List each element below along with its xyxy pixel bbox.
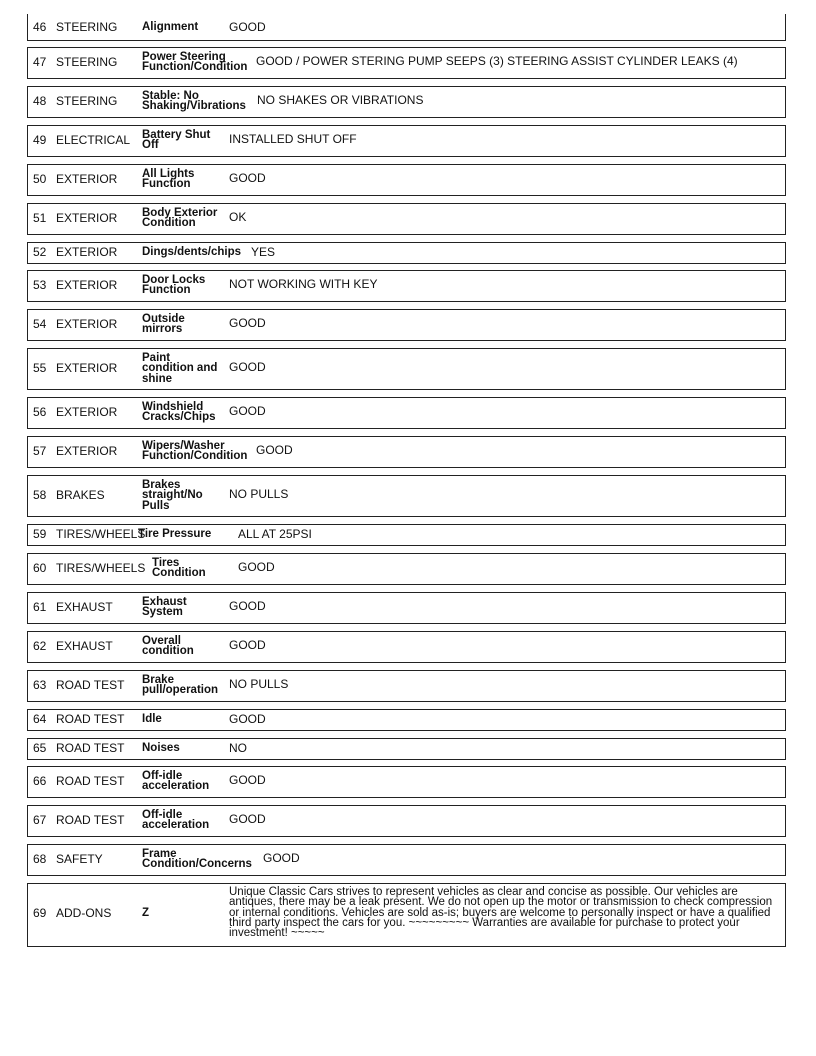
row-category: TIRES/WHEELS bbox=[56, 561, 146, 575]
row-item: Dings/dents/chips bbox=[142, 246, 242, 258]
table-row bbox=[27, 670, 786, 702]
row-number: 49 bbox=[33, 133, 47, 147]
row-category: ROAD TEST bbox=[56, 678, 125, 692]
row-item: Z bbox=[142, 907, 150, 919]
row-value: GOOD bbox=[229, 638, 266, 652]
table-row bbox=[27, 125, 786, 157]
row-value: NO PULLS bbox=[229, 677, 289, 691]
row-item: All Lights Function bbox=[142, 168, 195, 191]
row-item: Brakes straight/No Pulls bbox=[142, 479, 203, 512]
row-value: NO PULLS bbox=[229, 487, 289, 501]
row-category: EXTERIOR bbox=[56, 317, 118, 331]
row-item: Tires Condition bbox=[152, 557, 206, 580]
row-category: STEERING bbox=[56, 20, 118, 34]
row-category: EXHAUST bbox=[56, 600, 113, 614]
row-number: 63 bbox=[33, 678, 47, 692]
row-category: ADD-ONS bbox=[56, 906, 112, 920]
table-row bbox=[27, 47, 786, 79]
table-row bbox=[27, 709, 786, 731]
row-number: 55 bbox=[33, 361, 47, 375]
table-row bbox=[27, 242, 786, 264]
table-row bbox=[27, 436, 786, 468]
row-category: EXTERIOR bbox=[56, 278, 118, 292]
row-category: STEERING bbox=[56, 55, 118, 69]
row-item: Stable: No Shaking/Vibrations bbox=[142, 90, 246, 113]
row-value: GOOD / POWER STERING PUMP SEEPS (3) STEERING ASSIST CYLINDER LEAKS (4) bbox=[256, 54, 738, 68]
table-row bbox=[27, 631, 786, 663]
row-category: STEERING bbox=[56, 94, 118, 108]
row-value: GOOD bbox=[256, 443, 293, 457]
row-item: Body Exterior Condition bbox=[142, 207, 218, 230]
disclaimer-text: Unique Classic Cars strives to represent vehicles as clear and concise as possible. Our vehicles are antiques, there may be a leak present. We do not open up the motor or transmission to check compression or internal conditions. Vehicles are sold as-is; buyers are welcome to personally inspect or have a qualified third party inspect the cars for you. ~~~~~~~~~ Warranties are available for purchase to protect your investment! ~~~~~ bbox=[229, 886, 773, 940]
row-value: GOOD bbox=[229, 20, 266, 34]
row-value: ALL AT 25PSI bbox=[238, 527, 312, 541]
row-value: INSTALLED SHUT OFF bbox=[229, 132, 357, 146]
row-value: GOOD bbox=[229, 404, 266, 418]
row-category: ROAD TEST bbox=[56, 774, 125, 788]
row-value: GOOD bbox=[229, 316, 266, 330]
table-row bbox=[27, 86, 786, 118]
row-category: ROAD TEST bbox=[56, 741, 125, 755]
table-row bbox=[27, 883, 786, 947]
row-number: 68 bbox=[33, 852, 47, 866]
row-item: Idle bbox=[142, 713, 162, 725]
row-item: Frame Condition/Concerns bbox=[142, 848, 252, 871]
row-value: GOOD bbox=[229, 712, 266, 726]
row-number: 57 bbox=[33, 444, 47, 458]
row-value: OK bbox=[229, 210, 247, 224]
row-number: 62 bbox=[33, 639, 47, 653]
row-number: 52 bbox=[33, 245, 47, 259]
row-item: Tire Pressure bbox=[138, 528, 212, 540]
table-row bbox=[27, 397, 786, 429]
row-value: GOOD bbox=[229, 812, 266, 826]
row-number: 50 bbox=[33, 172, 47, 186]
row-value: GOOD bbox=[229, 773, 266, 787]
table-row bbox=[27, 738, 786, 760]
row-category: EXTERIOR bbox=[56, 444, 118, 458]
row-number: 48 bbox=[33, 94, 47, 108]
row-value: NOT WORKING WITH KEY bbox=[229, 277, 378, 291]
row-value: GOOD bbox=[229, 599, 266, 613]
row-number: 51 bbox=[33, 211, 47, 225]
row-category: TIRES/WHEELS bbox=[56, 527, 146, 541]
row-value: NO SHAKES OR VIBRATIONS bbox=[257, 93, 424, 107]
row-item: Alignment bbox=[142, 21, 199, 33]
table-row bbox=[27, 203, 786, 235]
row-item: Off-idle acceleration bbox=[142, 770, 210, 793]
row-value: YES bbox=[251, 245, 276, 259]
table-row bbox=[27, 164, 786, 196]
row-number: 69 bbox=[33, 906, 47, 920]
row-category: EXTERIOR bbox=[56, 405, 118, 419]
row-number: 60 bbox=[33, 561, 47, 575]
row-number: 47 bbox=[33, 55, 47, 69]
row-number: 46 bbox=[33, 20, 47, 34]
row-category: EXTERIOR bbox=[56, 211, 118, 225]
row-item: Battery Shut Off bbox=[142, 129, 211, 152]
row-item: Windshield Cracks/Chips bbox=[142, 401, 216, 424]
row-item: Off-idle acceleration bbox=[142, 809, 210, 832]
row-item: Paint condition and shine bbox=[142, 352, 218, 385]
row-item: Power Steering Function/Condition bbox=[142, 51, 248, 74]
row-number: 64 bbox=[33, 712, 47, 726]
row-number: 67 bbox=[33, 813, 47, 827]
row-number: 56 bbox=[33, 405, 47, 419]
row-item: Brake pull/operation bbox=[142, 674, 219, 697]
row-value: GOOD bbox=[238, 560, 275, 574]
row-number: 65 bbox=[33, 741, 47, 755]
table-row bbox=[27, 553, 786, 585]
row-value: GOOD bbox=[229, 360, 266, 374]
row-number: 61 bbox=[33, 600, 47, 614]
row-number: 58 bbox=[33, 488, 47, 502]
row-number: 54 bbox=[33, 317, 47, 331]
row-category: EXTERIOR bbox=[56, 361, 118, 375]
row-number: 53 bbox=[33, 278, 47, 292]
row-item: Noises bbox=[142, 742, 180, 754]
row-value: GOOD bbox=[263, 851, 300, 865]
row-value: GOOD bbox=[229, 171, 266, 185]
table-row bbox=[27, 309, 786, 341]
row-value: NO bbox=[229, 741, 247, 755]
table-row bbox=[27, 524, 786, 546]
row-category: ROAD TEST bbox=[56, 813, 125, 827]
row-number: 66 bbox=[33, 774, 47, 788]
table-row bbox=[27, 348, 786, 390]
row-category: EXTERIOR bbox=[56, 172, 118, 186]
row-category: EXTERIOR bbox=[56, 245, 118, 259]
row-category: BRAKES bbox=[56, 488, 105, 502]
row-category: SAFETY bbox=[56, 852, 103, 866]
row-number: 59 bbox=[33, 527, 47, 541]
row-item: Exhaust System bbox=[142, 596, 187, 619]
row-category: ROAD TEST bbox=[56, 712, 125, 726]
table-row bbox=[27, 475, 786, 517]
table-row bbox=[27, 844, 786, 876]
row-item: Outside mirrors bbox=[142, 313, 185, 336]
row-category: ELECTRICAL bbox=[56, 133, 131, 147]
table-row bbox=[27, 14, 786, 41]
row-item: Wipers/Washer Function/Condition bbox=[142, 440, 248, 463]
table-row bbox=[27, 766, 786, 798]
table-row bbox=[27, 270, 786, 302]
table-row bbox=[27, 592, 786, 624]
row-item: Door Locks Function bbox=[142, 274, 206, 297]
table-row bbox=[27, 805, 786, 837]
row-item: Overall condition bbox=[142, 635, 194, 658]
row-category: EXHAUST bbox=[56, 639, 113, 653]
